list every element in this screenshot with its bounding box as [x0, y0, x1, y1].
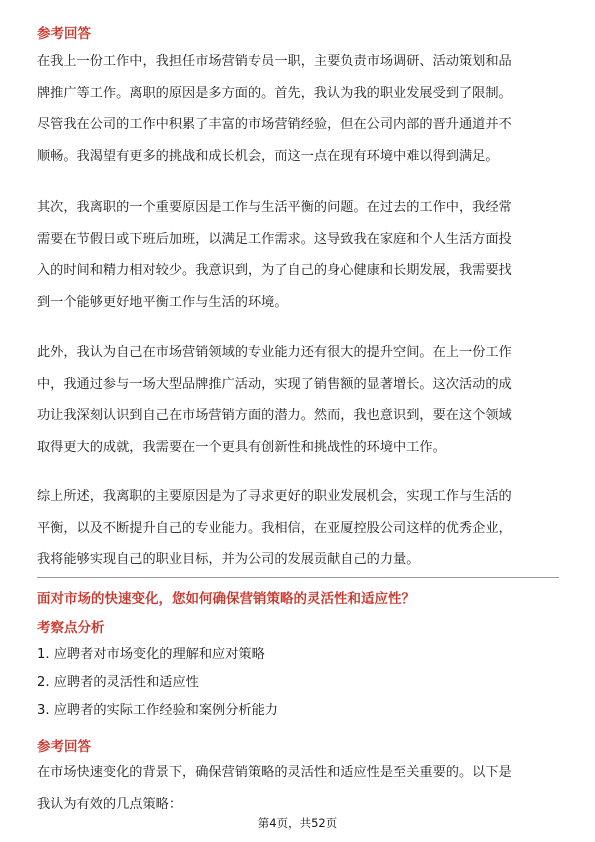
- paragraph-line: 在市场快速变化的背景下，确保营销策略的灵活性和适应性是至关重要的。以下是: [37, 765, 512, 780]
- section-heading-reference-answer-2: 参考回答: [37, 739, 91, 755]
- section-heading-analysis: 考察点分析: [37, 620, 105, 636]
- paragraph-line: 尽管我在公司的工作中积累了丰富的市场营销经验，但在公司内部的晋升通道并不: [37, 117, 512, 132]
- paragraph-line: 功让我深刻认识到自己在市场营销方面的潜力。然而，我也意识到，要在这个领域: [37, 408, 512, 423]
- answer-paragraph-5: [37, 757, 557, 820]
- interview-question: 面对市场的快速变化，您如何确保营销策略的灵活性和适应性？: [37, 591, 415, 607]
- analysis-item-2: 2. 应聘者的灵活性和适应性: [37, 675, 199, 690]
- paragraph-line: 牌推广等工作。离职的原因是多方面的。首先，我认为我的职业发展受到了限制。: [37, 85, 512, 101]
- paragraph-line: 顺畅。我渴望有更多的挑战和成长机会，而这一点在现有环境中难以得到满足。: [37, 148, 499, 164]
- paragraph-line: 我将能够实现自己的职业目标，并为公司的发展贡献自己的力量。: [37, 552, 420, 567]
- paragraph-line: 综上所述，我离职的主要原因是为了寻求更好的职业发展机会，实现工作与生活的: [37, 489, 512, 504]
- answer-paragraph-2: [37, 192, 557, 318]
- paragraph-line: 此外，我认为自己在市场营销领域的专业能力还有很大的提升空间。在上一份工作: [37, 345, 512, 360]
- paragraph-line: 需要在节假日或下班后加班，以满足工作需求。这导致我在家庭和个人生活方面投: [37, 231, 512, 247]
- paragraph-line: 中，我通过参与一场大型品牌推广活动，实现了销售额的显著增长。这次活动的成: [37, 376, 512, 392]
- answer-paragraph-4: [37, 481, 557, 576]
- paragraph-line: 到一个能够更好地平衡工作与生活的环境。: [37, 294, 288, 310]
- section-heading-reference-answer: 参考回答: [37, 26, 91, 42]
- answer-paragraph-3: [37, 337, 557, 463]
- paragraph-line: 在我上一份工作中，我担任市场营销专员一职，主要负责市场调研、活动策划和品: [37, 54, 512, 69]
- paragraph-line: 入的时间和精力相对较少。我意识到，为了自己的身心健康和长期发展，我需要找: [37, 263, 512, 278]
- analysis-item-1: 1. 应聘者对市场变化的理解和应对策略: [37, 647, 265, 662]
- section-divider: [37, 577, 559, 578]
- answer-paragraph-1: [37, 46, 557, 172]
- paragraph-line: 取得更大的成就，我需要在一个更具有创新性和挑战性的环境中工作。: [37, 439, 446, 455]
- paragraph-line: 平衡，以及不断提升自己的专业能力。我相信，在亚厦控股公司这样的优秀企业，: [37, 520, 512, 536]
- page-number: 第4页，共52页: [257, 816, 338, 830]
- paragraph-line: 其次，我离职的一个重要原因是工作与生活平衡的问题。在过去的工作中，我经常: [37, 200, 512, 215]
- analysis-item-3: 3. 应聘者的实际工作经验和案例分析能力: [37, 703, 278, 718]
- paragraph-line: 我认为有效的几点策略：: [37, 796, 183, 812]
